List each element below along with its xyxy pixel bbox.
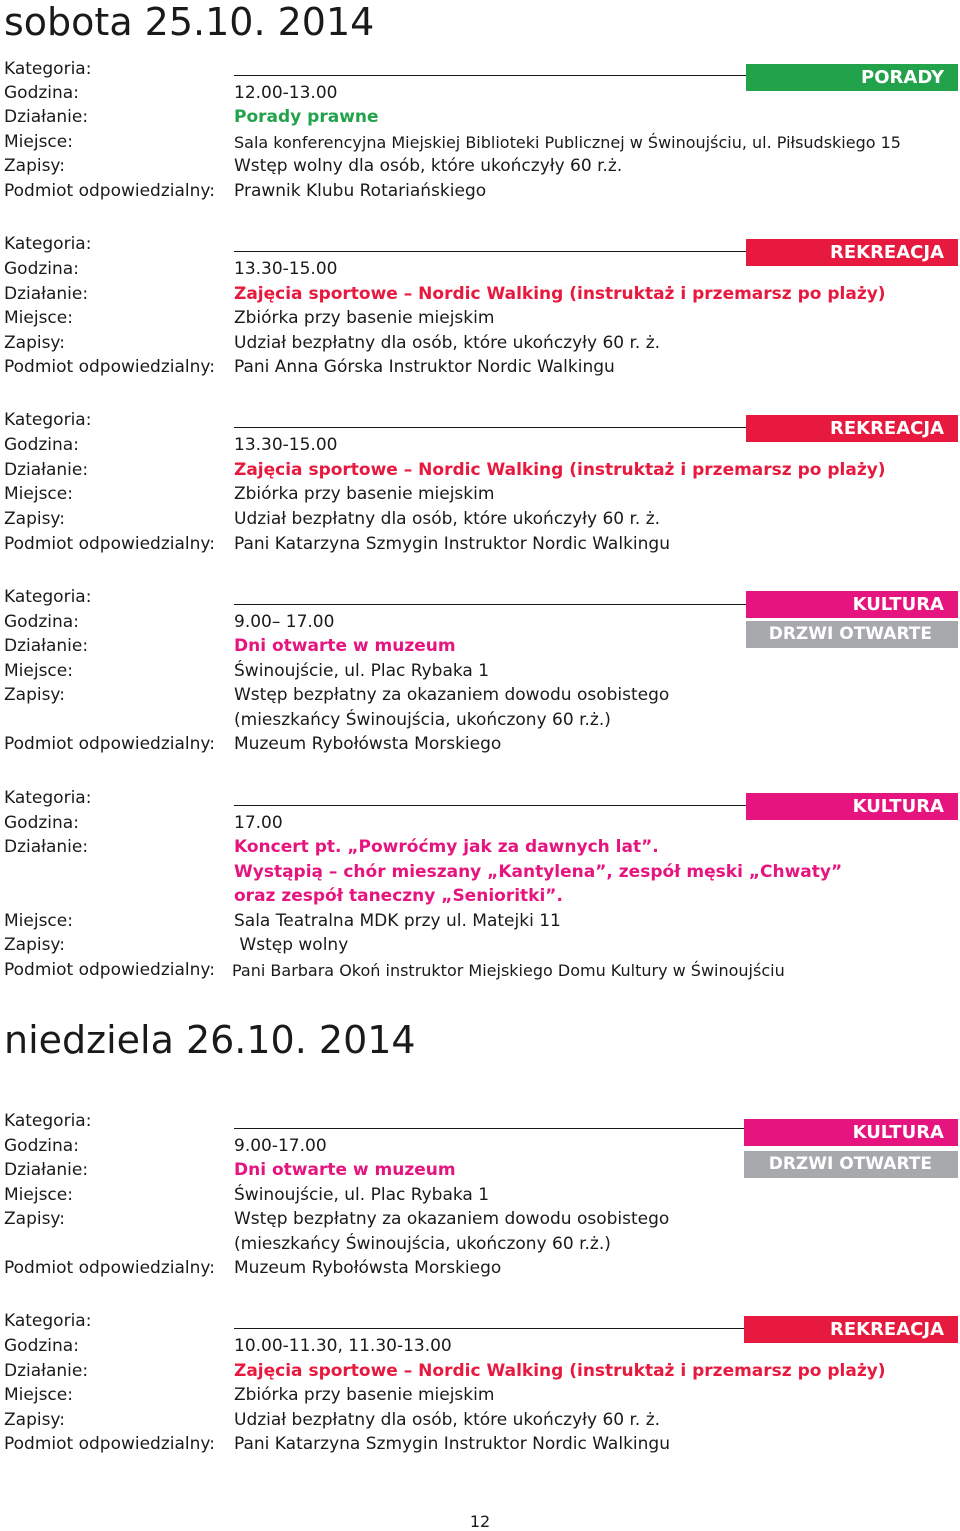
- event-responsible: Muzeum Rybołówsta Morskiego: [234, 734, 502, 754]
- event-responsible: Prawnik Klubu Rotariańskiego: [234, 181, 487, 201]
- divider: [234, 75, 747, 76]
- category-badge-kultura: KULTURA: [746, 793, 958, 820]
- label-kategoria: Kategoria:: [4, 410, 92, 430]
- event-title-line-3: oraz zespół taneczny „Senioritki”.: [234, 886, 563, 906]
- label-podmiot: Podmiot odpowiedzialny:: [4, 960, 215, 980]
- event-time: 9.00-17.00: [234, 1136, 327, 1156]
- event-title: Zajęcia sportowe – Nordic Walking (instruktaż i przemarsz po plaży): [234, 460, 886, 480]
- event-responsible: Pani Anna Górska Instruktor Nordic Walkingu: [234, 357, 615, 377]
- event-time: 12.00-13.00: [234, 83, 338, 103]
- event-time: 10.00-11.30, 11.30-13.00: [234, 1336, 452, 1356]
- event-responsible: Pani Katarzyna Szmygin Instruktor Nordic Walkingu: [234, 534, 670, 554]
- event-place: Świnoujście, ul. Plac Rybaka 1: [234, 661, 490, 681]
- label-podmiot: Podmiot odpowiedzialny:: [4, 1434, 215, 1454]
- label-zapisy: Zapisy:: [4, 509, 65, 529]
- divider: [234, 604, 747, 605]
- divider: [234, 1128, 747, 1129]
- label-zapisy: Zapisy:: [4, 935, 65, 955]
- category-badge-kultura: KULTURA: [746, 591, 958, 618]
- event-signup: Udział bezpłatny dla osób, które ukończyły 60 r. ż.: [234, 333, 661, 353]
- event-responsible: Pani Barbara Okoń instruktor Miejskiego Domu Kultury w Świnoujściu: [232, 961, 785, 980]
- label-dzialanie: Działanie:: [4, 107, 89, 127]
- event-signup: Wstęp bezpłatny za okazaniem dowodu osobistego: [234, 685, 670, 705]
- event-time: 13.30-15.00: [234, 435, 338, 455]
- label-godzina: Godzina:: [4, 83, 79, 103]
- label-zapisy: Zapisy:: [4, 1410, 65, 1430]
- event-signup: Wstęp wolny: [234, 935, 349, 955]
- event-signup: Wstęp wolny dla osób, które ukończyły 60 r.ż.: [234, 156, 623, 176]
- event-signup-continued: (mieszkańcy Świnoujścia, ukończony 60 r.ż.): [234, 1234, 611, 1254]
- event-place: Sala konferencyjna Miejskiej Biblioteki Publicznej w Świnoujściu, ul. Piłsudskiego 15: [234, 133, 901, 152]
- label-miejsce: Miejsce:: [4, 484, 73, 504]
- label-dzialanie: Działanie:: [4, 460, 89, 480]
- category-badge-rekreacja: REKREACJA: [744, 1316, 958, 1343]
- label-kategoria: Kategoria:: [4, 1311, 92, 1331]
- event-place: Zbiórka przy basenie miejskim: [234, 308, 495, 328]
- label-dzialanie: Działanie:: [4, 1160, 89, 1180]
- event-signup-continued: (mieszkańcy Świnoujścia, ukończony 60 r.ż.): [234, 710, 611, 730]
- divider: [234, 1328, 747, 1329]
- label-zapisy: Zapisy:: [4, 685, 65, 705]
- label-miejsce: Miejsce:: [4, 132, 73, 152]
- event-title: Zajęcia sportowe – Nordic Walking (instruktaż i przemarsz po plaży): [234, 284, 886, 304]
- label-podmiot: Podmiot odpowiedzialny:: [4, 357, 215, 377]
- label-godzina: Godzina:: [4, 813, 79, 833]
- label-miejsce: Miejsce:: [4, 308, 73, 328]
- event-title: Dni otwarte w muzeum: [234, 1160, 456, 1180]
- event-place: Zbiórka przy basenie miejskim: [234, 1385, 495, 1405]
- category-badge-kultura: KULTURA: [744, 1119, 958, 1146]
- event-title: Dni otwarte w muzeum: [234, 636, 456, 656]
- label-godzina: Godzina:: [4, 612, 79, 632]
- event-place: Sala Teatralna MDK przy ul. Matejki 11: [234, 911, 561, 931]
- event-title: Porady prawne: [234, 107, 379, 127]
- day-title: sobota 25.10. 2014: [4, 0, 375, 44]
- label-miejsce: Miejsce:: [4, 661, 73, 681]
- label-kategoria: Kategoria:: [4, 788, 92, 808]
- label-kategoria: Kategoria:: [4, 587, 92, 607]
- label-kategoria: Kategoria:: [4, 1111, 92, 1131]
- label-podmiot: Podmiot odpowiedzialny:: [4, 181, 215, 201]
- label-zapisy: Zapisy:: [4, 333, 65, 353]
- divider: [234, 427, 747, 428]
- event-time: 13.30-15.00: [234, 259, 338, 279]
- label-dzialanie: Działanie:: [4, 837, 89, 857]
- label-podmiot: Podmiot odpowiedzialny:: [4, 734, 215, 754]
- event-signup: Udział bezpłatny dla osób, które ukończyły 60 r. ż.: [234, 509, 661, 529]
- label-godzina: Godzina:: [4, 259, 79, 279]
- category-badge-rekreacja: REKREACJA: [746, 415, 958, 442]
- event-place: Zbiórka przy basenie miejskim: [234, 484, 495, 504]
- category-badge-rekreacja: REKREACJA: [746, 239, 958, 266]
- subcategory-badge-drzwi-otwarte: DRZWI OTWARTE: [744, 1151, 958, 1178]
- subcategory-badge-drzwi-otwarte: DRZWI OTWARTE: [746, 621, 958, 648]
- label-godzina: Godzina:: [4, 435, 79, 455]
- label-podmiot: Podmiot odpowiedzialny:: [4, 534, 215, 554]
- label-dzialanie: Działanie:: [4, 284, 89, 304]
- category-badge-porady: PORADY: [746, 64, 958, 91]
- event-responsible: Muzeum Rybołówsta Morskiego: [234, 1258, 502, 1278]
- event-responsible: Pani Katarzyna Szmygin Instruktor Nordic Walkingu: [234, 1434, 670, 1454]
- label-miejsce: Miejsce:: [4, 1185, 73, 1205]
- event-time: 17.00: [234, 813, 283, 833]
- label-dzialanie: Działanie:: [4, 636, 89, 656]
- event-place: Świnoujście, ul. Plac Rybaka 1: [234, 1185, 490, 1205]
- label-podmiot: Podmiot odpowiedzialny:: [4, 1258, 215, 1278]
- label-dzialanie: Działanie:: [4, 1361, 89, 1381]
- label-kategoria: Kategoria:: [4, 59, 92, 79]
- page-number: 12: [469, 1512, 491, 1531]
- label-zapisy: Zapisy:: [4, 1209, 65, 1229]
- label-miejsce: Miejsce:: [4, 1385, 73, 1405]
- divider: [234, 805, 747, 806]
- label-kategoria: Kategoria:: [4, 234, 92, 254]
- event-title-line-2: Wystąpią – chór mieszany „Kantylena”, zespół męski „Chwaty”: [234, 862, 843, 882]
- label-zapisy: Zapisy:: [4, 156, 65, 176]
- event-time: 9.00– 17.00: [234, 612, 335, 632]
- label-godzina: Godzina:: [4, 1336, 79, 1356]
- day-title: niedziela 26.10. 2014: [4, 1018, 416, 1062]
- event-title: Zajęcia sportowe – Nordic Walking (instruktaż i przemarsz po plaży): [234, 1361, 886, 1381]
- event-title: Koncert pt. „Powróćmy jak za dawnych lat”.: [234, 837, 659, 857]
- label-godzina: Godzina:: [4, 1136, 79, 1156]
- event-signup: Wstęp bezpłatny za okazaniem dowodu osobistego: [234, 1209, 670, 1229]
- event-signup: Udział bezpłatny dla osób, które ukończyły 60 r. ż.: [234, 1410, 661, 1430]
- divider: [234, 251, 747, 252]
- label-miejsce: Miejsce:: [4, 911, 73, 931]
